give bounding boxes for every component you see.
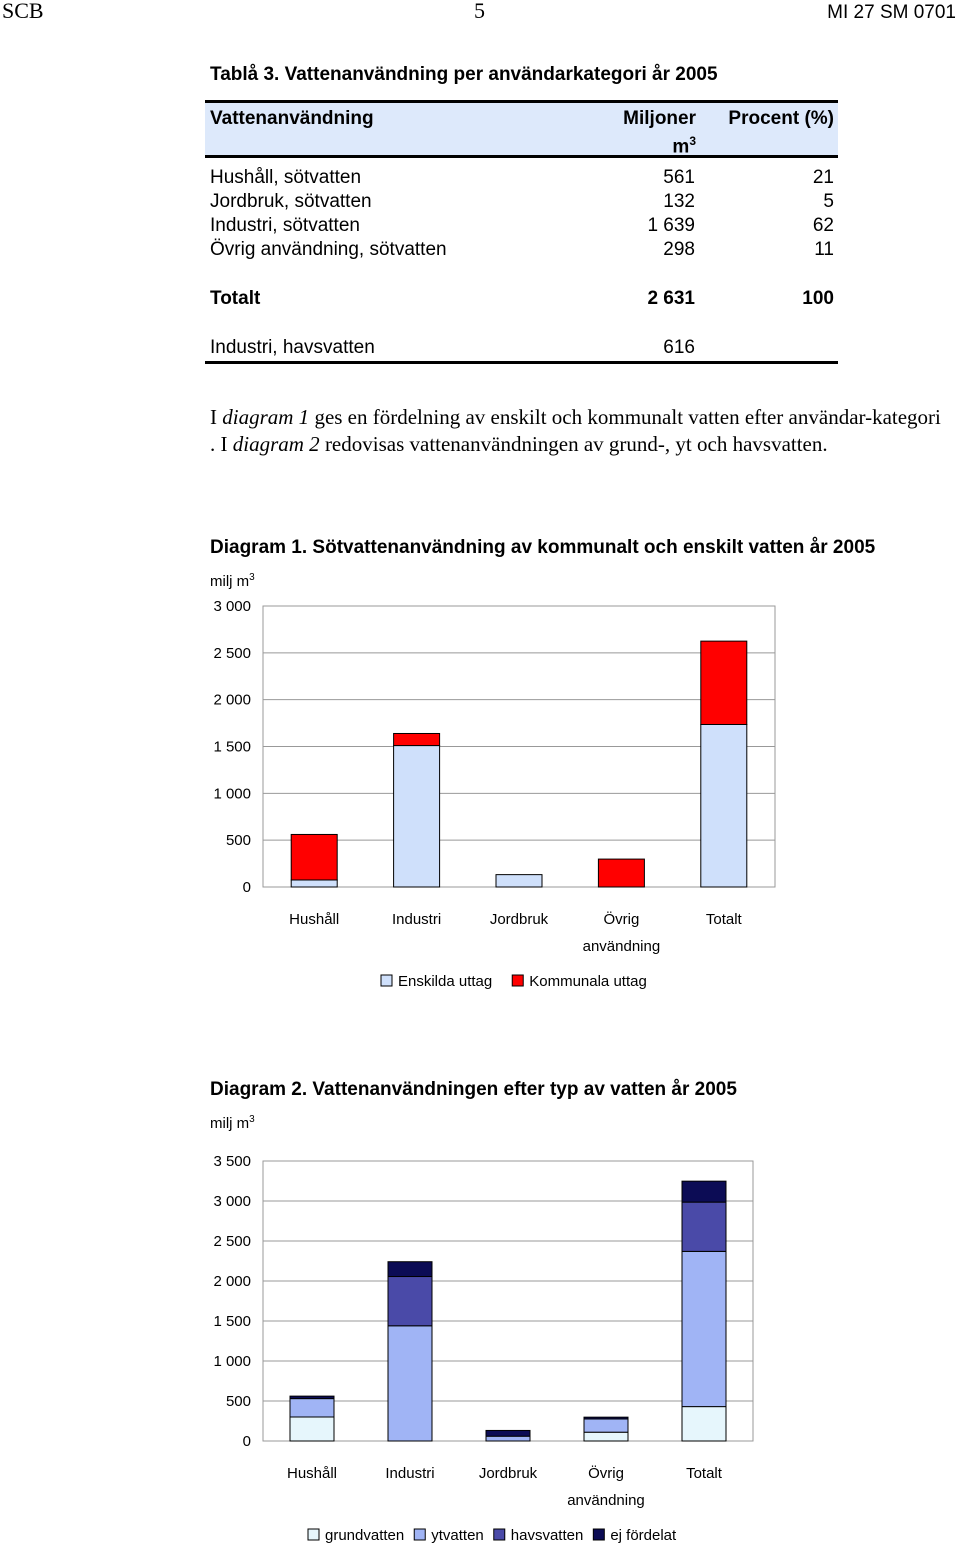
y-tick-label: 2 000 — [213, 1273, 251, 1290]
x-category-label: Industri — [385, 1465, 435, 1482]
total-label: Totalt — [210, 288, 261, 309]
chart1-title: Diagram 1. Sötvattenanvändning av kommunalt och enskilt vatten år 2005 — [210, 537, 876, 558]
y-tick-label: 3 500 — [213, 1153, 251, 1170]
y-tick-label: 1 000 — [213, 785, 251, 803]
chart1-unit-text: milj m — [210, 573, 250, 590]
page-header-left: SCB — [2, 0, 44, 23]
x-category-label: Hushåll — [289, 911, 340, 928]
header-label: Vattenanvändning — [210, 108, 374, 129]
row-percent: 21 — [812, 167, 834, 188]
row-million: 561 — [663, 167, 695, 188]
x-category-label: Jordbruk — [489, 911, 549, 928]
chart2-unit-sup: 3 — [249, 1114, 255, 1125]
row-label: Jordbruk, sötvatten — [210, 191, 372, 212]
x-category-label: användning — [567, 1492, 645, 1509]
y-tick-label: 0 — [242, 1433, 251, 1450]
y-tick-label: 1 000 — [213, 1353, 251, 1370]
para-text-3: redovisas vattenanvändningen av grund-, yt och havsvatten. — [319, 432, 828, 456]
header-percent: Procent (%) — [728, 108, 834, 129]
table-title: Tablå 3. Vattenanvändning per användarkategori år 2005 — [210, 64, 718, 85]
bar-segment — [584, 1419, 628, 1432]
bar-segment — [388, 1277, 432, 1326]
extra-label: Industri, havsvatten — [210, 337, 375, 358]
legend-label: Kommunala uttag — [529, 973, 647, 990]
bar-segment — [290, 1396, 334, 1398]
legend-label: ytvatten — [431, 1527, 484, 1544]
header-million-line1: Miljoner — [623, 108, 696, 129]
row-million: 132 — [663, 191, 695, 212]
bar-segment — [388, 1262, 432, 1277]
x-category-label: Totalt — [705, 911, 742, 928]
y-tick-label: 2 000 — [213, 691, 251, 709]
para-ref-diagram2: diagram 2 — [232, 432, 320, 456]
legend-swatch — [414, 1529, 425, 1540]
y-tick-label: 500 — [225, 1393, 251, 1410]
bar-segment — [388, 1326, 432, 1441]
page-number: 5 — [474, 0, 485, 23]
bar-segment — [290, 1399, 334, 1417]
bar-segment — [682, 1202, 726, 1251]
y-tick-label: 0 — [242, 879, 251, 896]
bar-segment — [682, 1181, 726, 1202]
header-million-line2: m — [672, 136, 690, 158]
para-text-1: I — [210, 405, 223, 429]
y-tick-label: 1 500 — [213, 738, 251, 756]
legend-label: grundvatten — [325, 1527, 405, 1544]
row-label: Hushåll, sötvatten — [210, 167, 362, 188]
bar-segment — [682, 1407, 726, 1441]
total-million: 2 631 — [647, 288, 695, 309]
legend-label: havsvatten — [510, 1527, 584, 1544]
extra-million: 616 — [663, 337, 695, 358]
row-label: Industri, sötvatten — [210, 215, 360, 236]
para-text-2: ges en fördelning av enskilt och kommunalt vatten efter användar-kategori . I — [210, 405, 941, 456]
legend-swatch — [593, 1529, 604, 1540]
bar-segment — [682, 1251, 726, 1406]
legend-label: Enskilda uttag — [398, 973, 493, 990]
chart2-title: Diagram 2. Vattenanvändningen efter typ av vatten år 2005 — [210, 1079, 737, 1100]
bar-segment — [290, 1417, 334, 1441]
x-category-label: Jordbruk — [478, 1465, 538, 1482]
x-category-label: användning — [582, 938, 661, 955]
bar-segment — [486, 1430, 530, 1436]
y-tick-label: 2 500 — [213, 1233, 251, 1250]
row-percent: 62 — [812, 215, 834, 236]
x-category-label: Övrig — [603, 911, 640, 928]
legend-swatch — [494, 1529, 505, 1540]
y-tick-label: 1 500 — [213, 1313, 251, 1330]
page-header-right: MI 27 SM 0701 — [827, 2, 956, 23]
row-million: 1 639 — [647, 215, 695, 236]
x-category-label: Hushåll — [286, 1465, 338, 1482]
x-category-label: Totalt — [686, 1465, 722, 1482]
y-tick-label: 3 000 — [213, 1193, 251, 1210]
bar-segment — [584, 1432, 628, 1441]
row-million: 298 — [663, 239, 695, 260]
row-percent: 11 — [814, 239, 834, 260]
para-ref-diagram1: diagram 1 — [222, 405, 310, 429]
y-tick-label: 2 500 — [213, 644, 251, 662]
legend-swatch — [308, 1529, 319, 1540]
bar-segment — [486, 1436, 530, 1441]
x-category-label: Övrig — [588, 1465, 624, 1482]
plot-frame — [263, 1161, 753, 1441]
chart2-unit-text: milj m — [210, 1115, 250, 1132]
total-percent: 100 — [802, 288, 834, 309]
x-category-label: Industri — [391, 911, 442, 928]
legend-label: ej fördelat — [610, 1527, 677, 1544]
y-tick-label: 500 — [225, 832, 251, 850]
chart1-unit-sup: 3 — [249, 572, 255, 583]
row-label: Övrig användning, sötvatten — [210, 239, 447, 260]
header-million-sup: 3 — [689, 134, 696, 148]
row-percent: 5 — [823, 191, 834, 212]
bar-segment — [584, 1417, 628, 1419]
y-tick-label: 3 000 — [213, 598, 251, 615]
